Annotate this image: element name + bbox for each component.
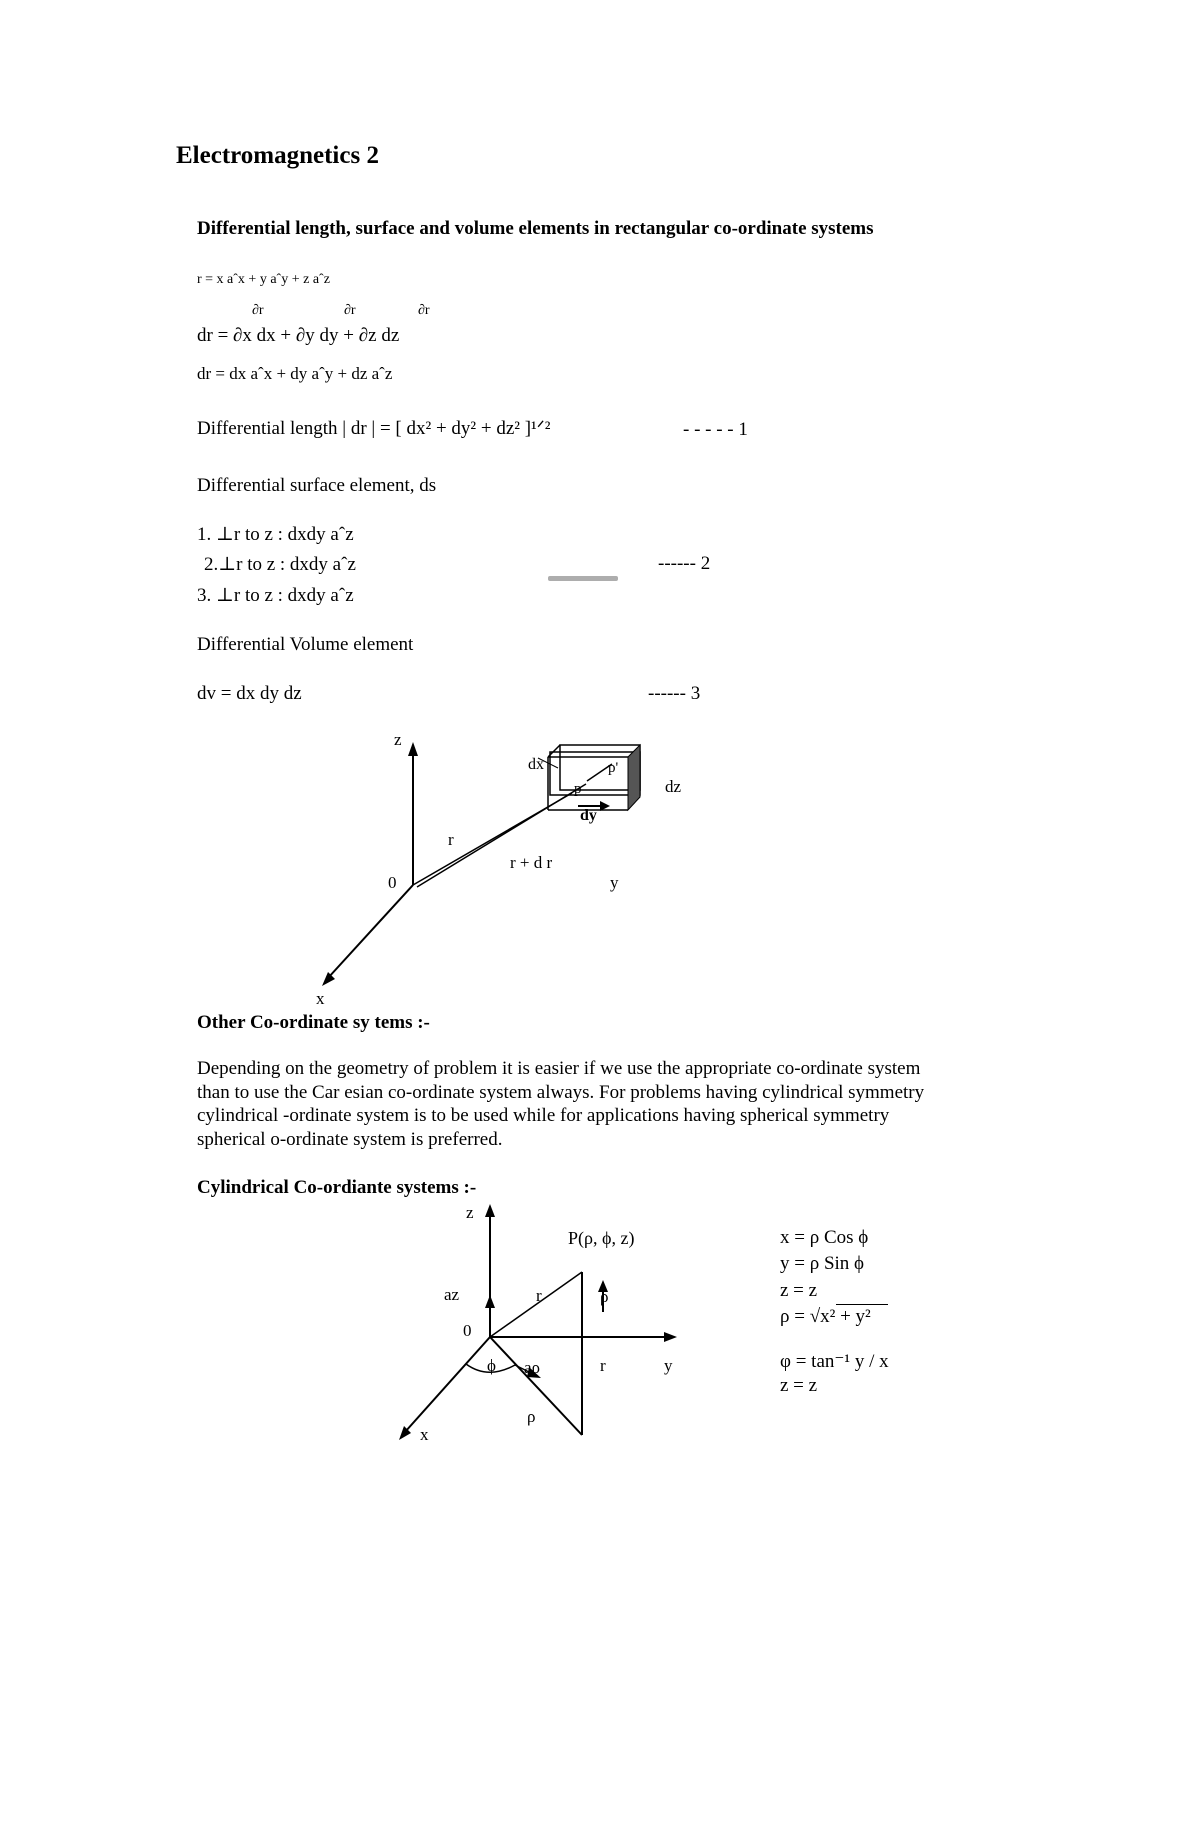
dy-label: dy [580,807,597,824]
surface-element-heading: Differential surface element, ds [197,475,437,496]
paragraph-line: spherical o-ordinate system is preferred. [197,1128,503,1150]
r-vector-label: r [448,830,454,849]
z-axis-label: z [394,730,402,749]
paragraph-line: cylindrical -ordinate system is to be used while for applications having spherical symmetry [197,1105,890,1126]
cyl-x-axis-line [405,1337,490,1432]
cyl-equation-1: x = ρ Cos ϕ [780,1227,869,1248]
surface-item-3: 3. ⊥r to z : dxdy aˆz [197,585,354,606]
surface-item-1: 1. ⊥r to z : dxdy aˆz [197,524,354,545]
partial-numerator-2: ∂r [344,303,356,318]
point-P-label: P(ρ, ϕ, z) [568,1228,635,1248]
phi-label: ϕ [487,1356,496,1375]
cyl-x-label: x [420,1425,429,1444]
dz-label: dz [665,777,682,796]
cyl-r2-label: r [600,1356,606,1375]
cyl-z-axis-arrow [485,1204,495,1217]
volume-box-back [550,752,640,795]
surface-item-2: 2.⊥r to z : dxdy aˆz [204,554,356,575]
volume-element-diagram [300,720,760,1020]
a-rho-label: aρ [524,1358,541,1377]
dx-label: dx [528,756,544,773]
az-arrow-head [485,1295,495,1308]
y-axis-label: y [610,873,619,892]
paragraph-line: than to use the Car esian co-ordinate system always. For problems having cylindrical symmetry [197,1081,925,1103]
section-heading-rectangular: Differential length, surface and volume elements in rectangular co-ordinate systems [197,218,874,239]
cyl-rho-lower-label: ρ [527,1407,536,1426]
page-title: Electromagnetics 2 [176,142,379,169]
cyl-rho-upper-label: ρ [600,1287,609,1306]
cyl-equation-3: z = z [780,1280,818,1301]
cyl-equation-6: z = z [780,1375,818,1396]
volume-element-heading: Differential Volume element [197,634,414,655]
differential-length-equation: Differential length | dr | = [ dx² + dy² + dz² ]¹ᐟ² [197,418,551,439]
volume-element-equation: dv = dx dy dz [197,683,302,704]
partial-numerator-3: ∂r [418,303,430,318]
other-systems-paragraph [197,1057,1017,1151]
z-axis-arrow [408,742,418,756]
point-p-label: p [574,781,582,797]
paragraph-line: Depending on the geometry of problem it is easier if we use the appropriate co-ordinate system [197,1058,921,1079]
equation-number-2: ------ 2 [658,553,711,574]
equation-number-3: ------ 3 [648,683,701,704]
r-plus-dr-vector-line [417,784,586,887]
equation-number-1: - - - - - 1 [683,419,748,440]
x-axis-line [328,885,413,978]
volume-box-edge [548,745,560,757]
x-axis-arrow [322,972,335,986]
r-plus-dr-label: r + d r [510,853,553,872]
az-label: az [444,1285,460,1304]
x-axis-label: x [316,989,325,1008]
point-p-prime-label: p' [608,760,619,776]
position-vector-equation: r = x aˆx + y aˆy + z aˆz [197,272,330,287]
cyl-z-label: z [466,1203,474,1222]
cyl-equation-4: ρ = √x² + y² [780,1306,871,1327]
cyl-equation-5: φ = tan⁻¹ y / x [780,1351,889,1372]
volume-box-side [628,745,640,810]
rho-projection-line [490,1337,582,1435]
partial-numerator-1: ∂r [252,303,264,318]
cyl-y-label: y [664,1356,673,1375]
cylindrical-diagram [390,1195,710,1460]
cyl-equation-2: y = ρ Sin ϕ [780,1253,865,1274]
origin-label: 0 [388,873,397,892]
cyl-origin-label: 0 [463,1321,472,1340]
dr-partial-equation: dr = ∂x dx + ∂y dy + ∂z dz [197,325,400,346]
other-systems-heading: Other Co-ordinate sy tems :- [197,1012,430,1033]
dr-component-equation: dr = dx aˆx + dy aˆy + dz aˆz [197,364,393,383]
cylindrical-heading: Cylindrical Co-ordiante systems :- [197,1177,477,1198]
cyl-r-label: r [536,1286,542,1305]
scan-smudge [548,576,618,581]
sqrt-overline [836,1304,888,1305]
cyl-y-axis-arrow [664,1332,677,1342]
